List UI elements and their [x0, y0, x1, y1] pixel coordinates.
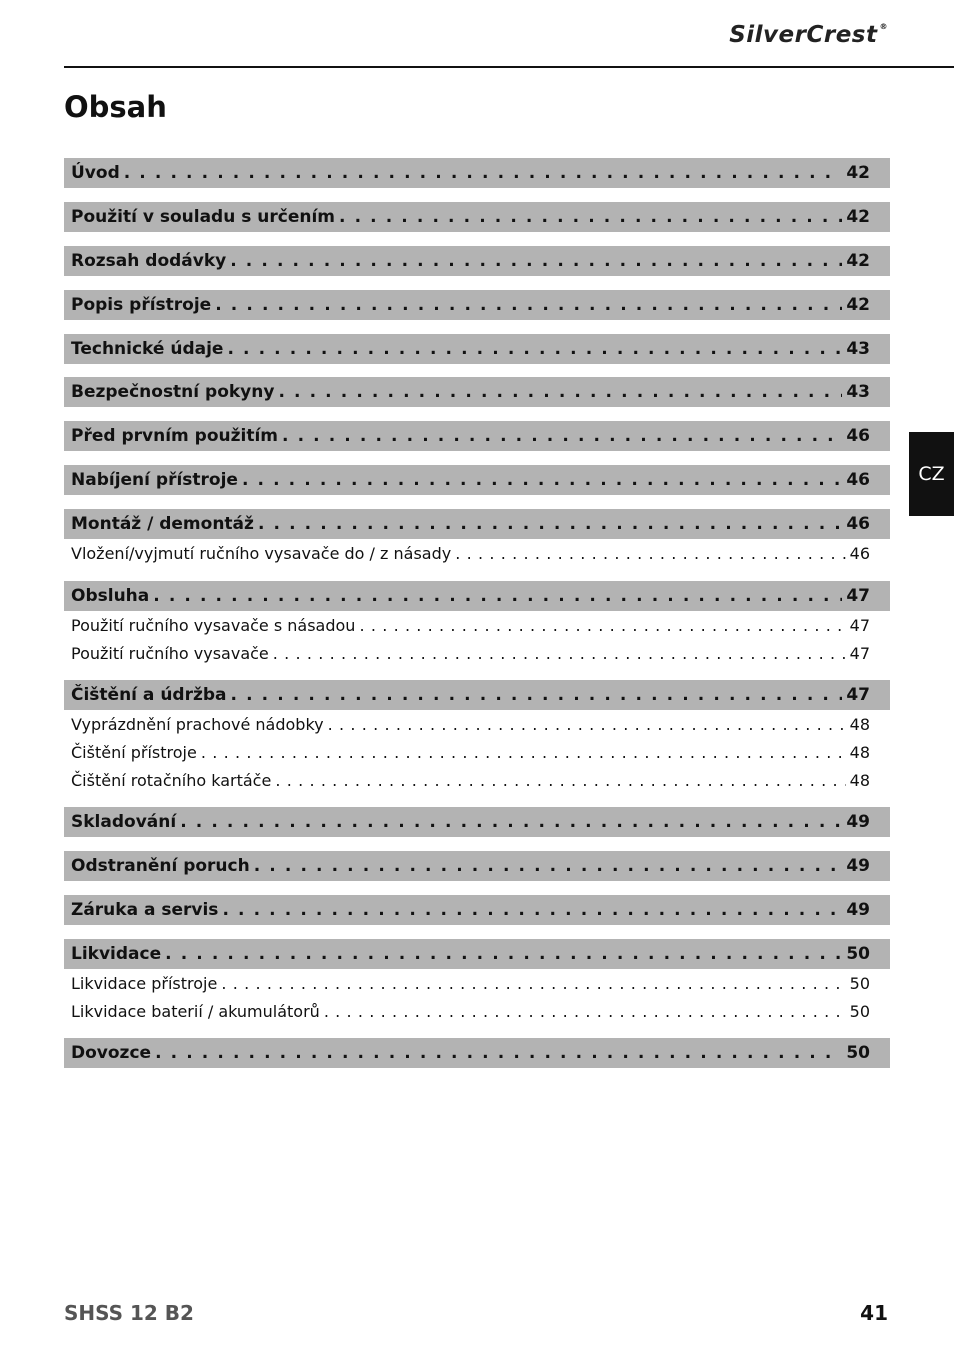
toc-section-page: 47 [846, 685, 870, 705]
toc-leader [155, 1043, 842, 1063]
brand-logo [729, 22, 888, 48]
toc-subsection-title: Vyprázdnění prachové nádobky [71, 714, 324, 734]
toc-section-row[interactable] [64, 581, 890, 611]
toc-section-title: Před prvním použitím [71, 426, 278, 446]
toc-leader [254, 856, 843, 876]
toc-section [64, 807, 890, 837]
toc-section-title: Dovozce [71, 1043, 152, 1063]
toc-leader [278, 382, 842, 402]
brand-name: SilverCrest [729, 22, 878, 48]
toc-section [64, 158, 890, 188]
toc-leader [201, 743, 846, 762]
registered-mark: ® [879, 22, 888, 31]
toc-section-title: Nabíjení přístroje [71, 470, 238, 490]
toc-leader [222, 900, 842, 920]
toc-section [64, 290, 890, 320]
toc-subsection-page: 48 [849, 714, 870, 734]
toc-section-page: 43 [846, 339, 870, 359]
toc-section [64, 377, 890, 407]
toc-section-row[interactable] [64, 377, 890, 407]
footer-model-number: SHSS 12 B2 [64, 1301, 194, 1325]
toc-subsection-page: 48 [849, 770, 870, 790]
toc-subsection-title: Vložení/vyjmutí ručního vysavače do / z násady [71, 543, 452, 563]
toc-leader [180, 812, 842, 832]
toc-subsection-page: 47 [849, 615, 870, 635]
toc-section-title: Montáž / demontáž [71, 514, 254, 534]
toc-section-row[interactable] [64, 1038, 890, 1068]
toc-subsection-row[interactable] [64, 710, 890, 738]
toc-subsection-page: 47 [849, 643, 870, 663]
toc-section-row[interactable] [64, 246, 890, 276]
toc-section-title: Čištění a údržba [71, 685, 227, 705]
toc-leader [324, 1002, 846, 1021]
toc-section-title: Bezpečnostní pokyny [71, 382, 275, 402]
toc-section [64, 581, 890, 667]
toc-section-row[interactable] [64, 895, 890, 925]
toc-leader [242, 470, 842, 490]
toc-leader [227, 339, 842, 359]
toc-section-page: 50 [846, 944, 870, 964]
toc-section-title: Úvod [71, 163, 120, 183]
toc-subsection-title: Čištění přístroje [71, 742, 197, 762]
toc-section-page: 42 [846, 295, 870, 315]
toc-subsection-row[interactable] [64, 969, 890, 997]
toc-leader [258, 514, 842, 534]
toc-section-title: Použití v souladu s určením [71, 207, 335, 227]
toc-subsection-row[interactable] [64, 611, 890, 639]
toc-section-row[interactable] [64, 465, 890, 495]
toc-leader [230, 251, 842, 271]
toc-subsection-row[interactable] [64, 539, 890, 567]
toc-section [64, 851, 890, 881]
toc-section-row[interactable] [64, 334, 890, 364]
toc-leader [215, 295, 842, 315]
toc-leader [153, 586, 842, 606]
toc-section-row[interactable] [64, 807, 890, 837]
toc-subsection-row[interactable] [64, 738, 890, 766]
toc-leader [282, 426, 842, 446]
language-tab: CZ [909, 432, 954, 516]
toc-section-title: Odstranění poruch [71, 856, 250, 876]
toc-section-page: 42 [846, 251, 870, 271]
toc-section-row[interactable] [64, 680, 890, 710]
toc-section-row[interactable] [64, 939, 890, 969]
page-title: Obsah [64, 90, 167, 124]
toc-section [64, 680, 890, 794]
toc-subsection-row[interactable] [64, 766, 890, 794]
toc-section [64, 246, 890, 276]
toc-section-title: Technické údaje [71, 339, 224, 359]
toc-subsection-title: Použití ručního vysavače [71, 643, 269, 663]
toc-section-page: 49 [846, 856, 870, 876]
toc-section-page: 49 [846, 900, 870, 920]
toc-section-title: Rozsah dodávky [71, 251, 227, 271]
toc-section-page: 49 [846, 812, 870, 832]
toc-section [64, 334, 890, 364]
toc-section-title: Likvidace [71, 944, 162, 964]
toc-leader [339, 207, 842, 227]
toc-section-title: Popis přístroje [71, 295, 212, 315]
toc-section-page: 50 [846, 1043, 870, 1063]
toc-section-row[interactable] [64, 509, 890, 539]
toc-section [64, 421, 890, 451]
toc-leader [359, 616, 845, 635]
toc-section [64, 895, 890, 925]
toc-subsection-page: 46 [849, 543, 870, 563]
toc-section-page: 43 [846, 382, 870, 402]
toc-section-row[interactable] [64, 202, 890, 232]
toc-leader [273, 644, 846, 663]
toc-section [64, 202, 890, 232]
toc-leader [124, 163, 843, 183]
toc-section-page: 42 [846, 163, 870, 183]
toc-section-title: Obsluha [71, 586, 150, 606]
toc-leader [275, 771, 845, 790]
toc-leader [328, 715, 846, 734]
toc-subsection-page: 48 [849, 742, 870, 762]
toc-section [64, 1038, 890, 1068]
toc-subsection-row[interactable] [64, 997, 890, 1025]
toc-subsection-title: Použití ručního vysavače s násadou [71, 615, 356, 635]
toc-subsection-title: Čištění rotačního kartáče [71, 770, 272, 790]
toc-section-title: Záruka a servis [71, 900, 219, 920]
toc-section-row[interactable] [64, 290, 890, 320]
toc-leader [221, 974, 845, 993]
toc-subsection-title: Likvidace baterií / akumulátorů [71, 1001, 320, 1021]
toc-section [64, 939, 890, 1025]
toc-section-row[interactable] [64, 158, 890, 188]
toc-section-row[interactable] [64, 421, 890, 451]
toc-section [64, 509, 890, 567]
header-divider [64, 66, 954, 68]
toc-leader [231, 685, 843, 705]
toc-section-page: 47 [846, 586, 870, 606]
toc-subsection-page: 50 [849, 1001, 870, 1021]
toc-section-page: 46 [846, 426, 870, 446]
footer-page-number: 41 [860, 1301, 888, 1325]
toc-leader [165, 944, 842, 964]
toc-section-title: Skladování [71, 812, 177, 832]
toc-subsection-row[interactable] [64, 639, 890, 667]
toc-subsection-page: 50 [849, 973, 870, 993]
toc-section [64, 465, 890, 495]
toc-subsection-title: Likvidace přístroje [71, 973, 218, 993]
toc-section-page: 42 [846, 207, 870, 227]
toc-leader [455, 544, 845, 563]
toc-section-page: 46 [846, 470, 870, 490]
toc-section-page: 46 [846, 514, 870, 534]
toc-section-row[interactable] [64, 851, 890, 881]
